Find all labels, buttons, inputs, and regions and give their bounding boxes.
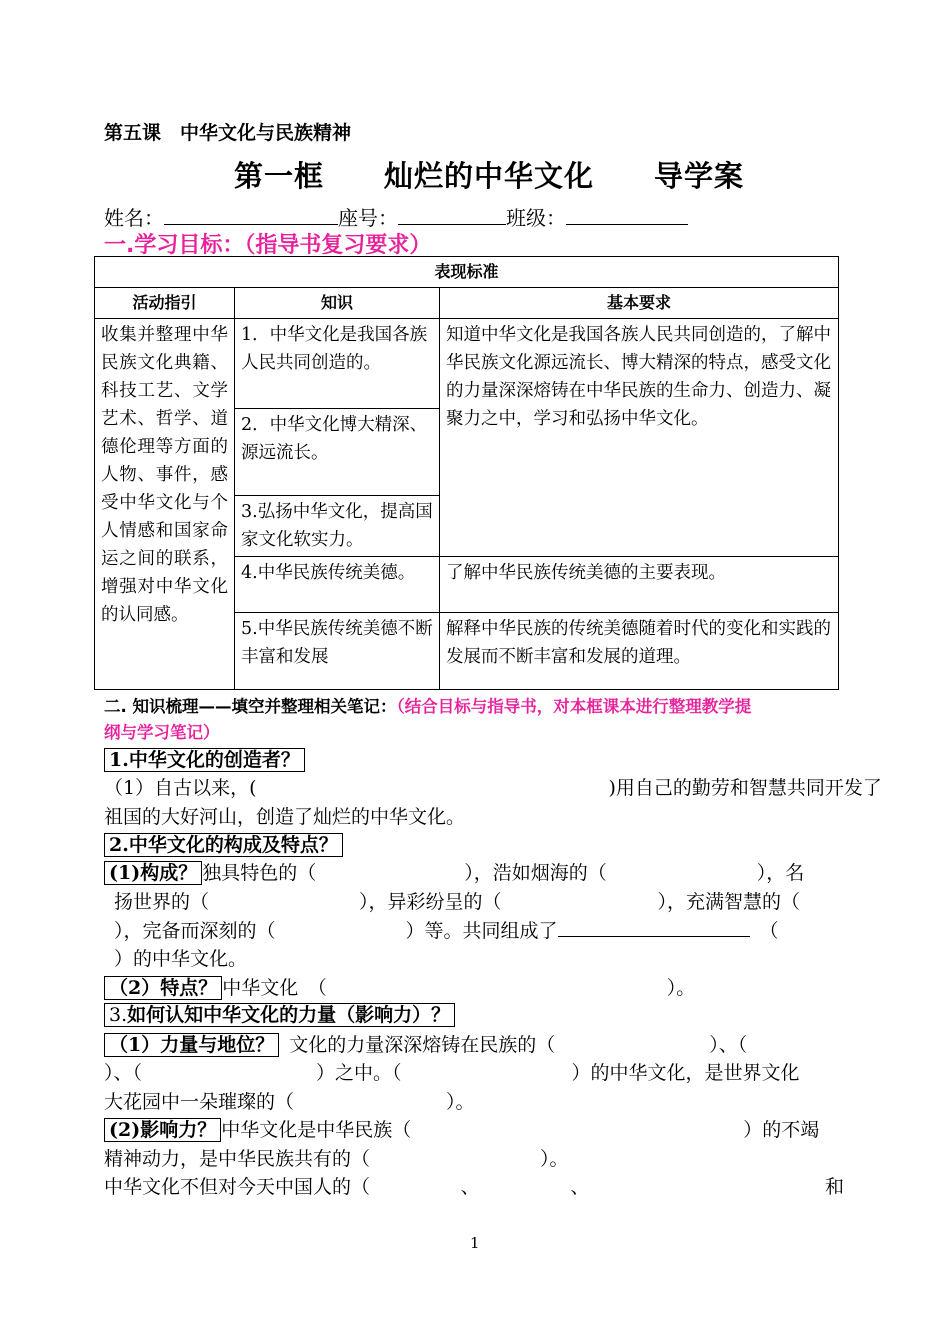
header-requirement: 基本要求: [440, 288, 839, 319]
q3-influence-label: (2)影响力？: [104, 1118, 221, 1142]
knowledge-item: 2．中华文化博大精深、源远流长。: [235, 409, 440, 496]
knowledge-item: 4.中华民族传统美德。: [235, 557, 440, 613]
q2-feature-label: （2）特点？: [104, 976, 222, 1000]
q3-title: 3.如何认知中华文化的力量（影响力）？: [104, 1003, 455, 1027]
q1-title-box: [104, 748, 305, 772]
section2-heading: 二. 知识梳理——填空并整理相关笔记：（结合目标与指导书，对本框课本进行整理教学提: [104, 697, 752, 716]
q2-line-2: 扬世界的（ ），异彩纷呈的（ ），充满智慧的（: [114, 891, 801, 913]
q1-line-2: 祖国的大好河山，创造了灿烂的中华文化。: [104, 806, 466, 828]
requirement-item: 解释中华民族的传统美德随着时代的变化和实践的发展而不断丰富和发展的道理。: [440, 613, 839, 690]
standards-table: [94, 256, 839, 690]
q2-title-box: [104, 833, 343, 857]
knowledge-item: 5.中华民族传统美德不断丰富和发展: [235, 613, 440, 690]
name-field[interactable]: [164, 206, 338, 225]
requirement-item: 知道中华文化是我国各族人民共同创造的，了解中华民族文化源远流长、博大精深的特点，感受文化的力量深深熔铸在中华民族的生命力、创造力、凝聚力之中，学习和弘扬中华文化。: [440, 319, 839, 557]
requirement-item: 了解中华民族传统美德的主要表现。: [440, 557, 839, 613]
q2-composition-label: (1)构成？: [104, 861, 202, 885]
activity-guide-cell: 收集并整理中华民族文化典籍、科技工艺、文学艺术、哲学、道德伦理等方面的人物、事件，感受中华文化与个人情感和国家命运之间的联系，增强对中华文化的认同感。: [95, 319, 235, 690]
page-number: 1: [470, 1234, 480, 1252]
main-title: 第一框 灿烂的中华文化 导学案: [234, 159, 745, 193]
name-label: 姓名：: [104, 206, 164, 230]
table-caption: 表现标准: [95, 257, 839, 288]
q3-line-6: 中华文化不但对今天中国人的（ 、 、 和: [104, 1176, 844, 1198]
q2-title: 2.中华文化的构成及特点？: [104, 833, 343, 857]
q3-line-4: (2)影响力？ 中华文化是中华民族（ ）的不竭: [104, 1116, 848, 1144]
knowledge-item: 1．中华文化是我国各族人民共同创造的。: [235, 319, 440, 409]
section2-note: 纲与学习笔记）: [104, 723, 220, 742]
class-label: 班级：: [506, 206, 566, 230]
q2-line-1: (1)构成？ 独具特色的（ ），浩如烟海的（ ），名: [104, 859, 848, 887]
seat-field[interactable]: [398, 206, 506, 225]
student-info-line: [104, 202, 688, 231]
q2-line-4: ）的中华文化。: [114, 948, 248, 970]
q2-line-5: （2）特点？ 中华文化 （ ）。: [104, 974, 848, 1002]
q3-title-box: [104, 1003, 455, 1027]
seat-label: 座号：: [338, 206, 398, 230]
class-field[interactable]: [566, 206, 688, 225]
header-activity: 活动指引: [95, 288, 235, 319]
section1-heading: 一.学习目标：（指导书复习要求）: [104, 233, 432, 258]
q2-blank-line[interactable]: [558, 918, 750, 937]
q1-title: 1.中华文化的创造者？: [104, 748, 305, 772]
knowledge-item: 3.弘扬中华文化，提高国家文化软实力。: [235, 496, 440, 557]
q3-power-label: （1）力量与地位？: [104, 1033, 279, 1057]
q2-line-3: ），完备而深刻的（ ）等。共同组成了 （: [114, 920, 779, 942]
header-knowledge: 知识: [235, 288, 440, 319]
q3-line-5: 精神动力，是中华民族共有的（ ）。: [104, 1148, 569, 1170]
q3-line-2: ）、（ ）之中。（ ）的中华文化，是世界文化: [104, 1062, 800, 1084]
q3-line-1: （1）力量与地位？ 文化的力量深深熔铸在民族的（ ）、（: [104, 1031, 848, 1059]
q1-line-1: （1）自古以来，( )用自己的勤劳和智慧共同开发了: [104, 777, 882, 799]
q3-line-3: 大花园中一朵璀璨的（ ）。: [104, 1091, 475, 1113]
lesson-title: 第五课 中华文化与民族精神: [104, 122, 352, 144]
